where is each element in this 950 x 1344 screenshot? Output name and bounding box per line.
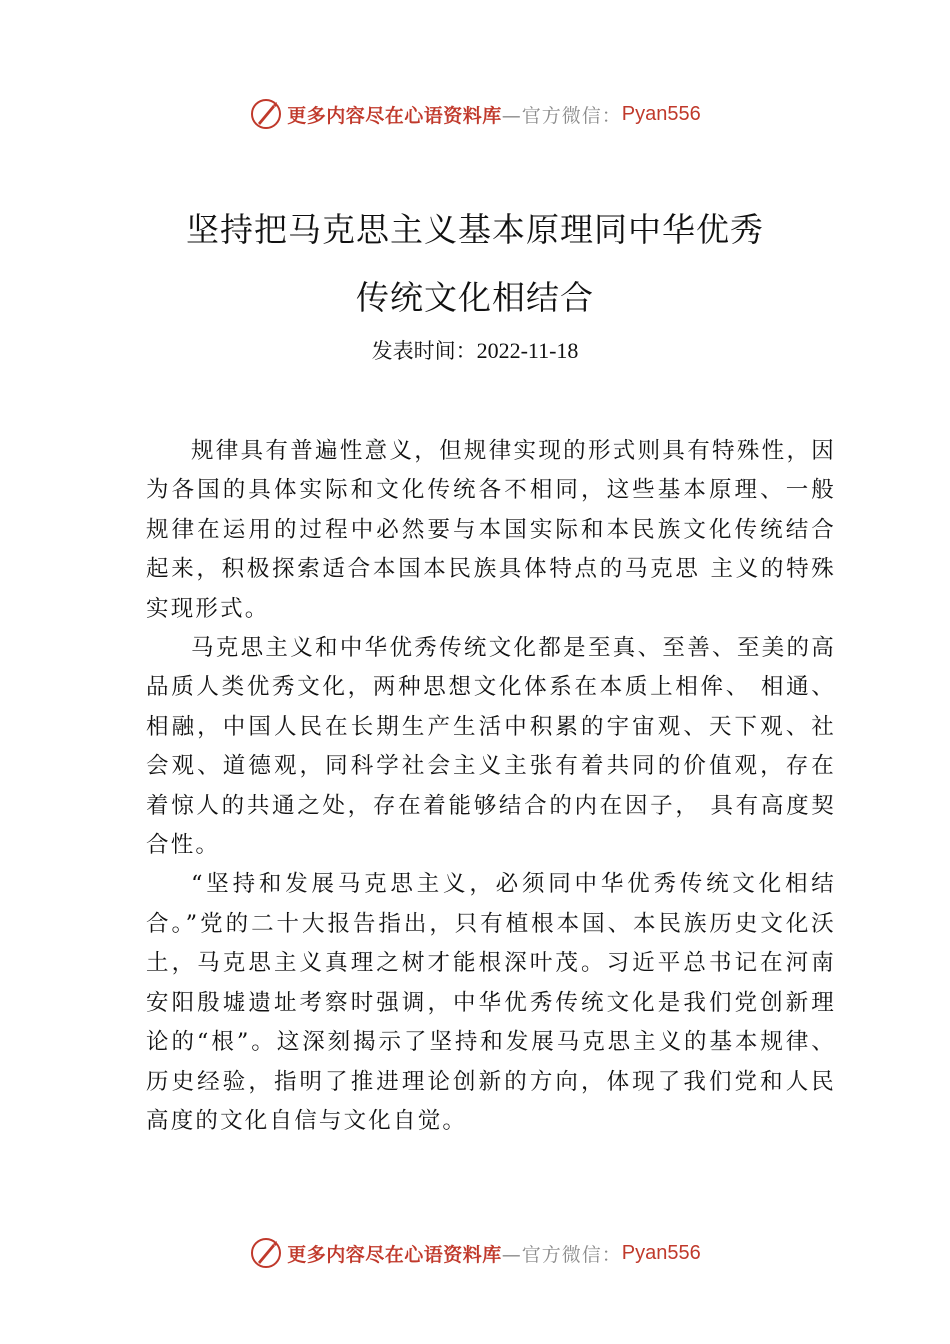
paragraph-3: “坚持和发展马克思主义，必须同中华优秀传统文化相结合。”党的二十大报告指出，只有植根本国、本民族历史文化沃土，马克思主义真理之树才能根深叶茂。习近平总书记在河南安阳殷墟遗址考察时强调，中华优秀传统文化是我们党创新理论的“根”。这深刻揭示了坚持和发展马克思主义的基本规律、历史经验，指明了推进理论创新的方向，体现了我们党和人民高度的文化自信与文化自觉。 [146, 871, 836, 1134]
watermark-label: —官方微信： [501, 1243, 622, 1266]
watermark-wechat-id: Pyan556 [621, 102, 701, 125]
quill-logo-icon [249, 1236, 283, 1270]
quill-logo-icon [249, 97, 283, 131]
watermark-header [0, 96, 950, 132]
publish-date-value: 2022-11-18 [476, 338, 579, 363]
watermark-label: —官方微信： [501, 104, 622, 127]
page-title-line1: 坚持把马克思主义基本原理同中华优秀 [186, 210, 764, 249]
article-body [146, 432, 836, 1141]
paragraph-1: 规律具有普遍性意义，但规律实现的形式则具有特殊性，因为各国的具体实际和文化传统各不相同，这些基本原理、一般规律在运用的过程中必然要与本国实际和本民族文化传统结合起来，积极探索适合本国本民族具体特点的马克思 主义的特殊实现形式。 [146, 438, 836, 622]
publish-date-label: 发表时间： [371, 339, 477, 363]
watermark-footer [0, 1235, 950, 1271]
watermark-brand: 更多内容尽在心语资料库 [287, 1243, 502, 1266]
watermark-wechat-id: Pyan556 [621, 1241, 701, 1264]
page-title-line2: 传统文化相结合 [356, 278, 594, 317]
watermark-brand: 更多内容尽在心语资料库 [287, 104, 502, 127]
publish-date [0, 335, 950, 365]
paragraph-2: 马克思主义和中华优秀传统文化都是至真、至善、至美的高品质人类优秀文化，两种思想文化体系在本质上相侔、 相通、相融，中国人民在长期生产生活中积累的宇宙观、天下观、社会观、道德观，同科学社会主义主张有着共同的价值观，存在着惊人的共通之处，存在着能够结合的内在因子， 具有高度契合性。 [146, 635, 836, 859]
